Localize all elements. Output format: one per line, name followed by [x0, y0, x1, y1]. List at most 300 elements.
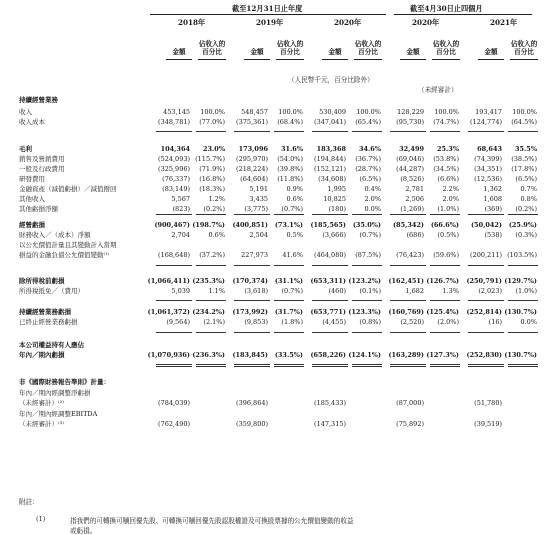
- cell-amount: (295,970): [236, 155, 268, 163]
- subtotal-rule: [430, 364, 460, 367]
- col-header-underline: [322, 59, 348, 60]
- cell-percent: 2.0%: [364, 195, 381, 203]
- cell-percent: (127.3%): [426, 351, 459, 359]
- subtotal-rule: [234, 131, 270, 132]
- col-header-amount: 金額: [328, 48, 342, 56]
- row-label: 以公允價值計量且其變動計入當期: [19, 241, 117, 249]
- subtotal-rule: [352, 214, 382, 215]
- col-header-underline: [510, 59, 538, 60]
- cell-amount: (76,337): [162, 175, 190, 183]
- cell-percent: 100.0%: [278, 108, 303, 116]
- subtotal-rule: [390, 300, 426, 301]
- subtotal-rule: [156, 265, 192, 266]
- cell-amount: (95,730): [396, 118, 424, 126]
- cell-percent: (6.5%): [359, 175, 381, 183]
- cell-amount: 2,781: [405, 185, 424, 193]
- subtotal-rule: [508, 131, 538, 132]
- cell-amount: 1,995: [327, 185, 346, 193]
- subtotal-rule: [352, 265, 382, 266]
- subtotal-rule: [390, 364, 426, 367]
- cell-percent: (33.5%): [274, 351, 303, 359]
- cell-amount: (51,780): [474, 399, 502, 407]
- cell-amount: (87,000): [396, 399, 424, 407]
- cell-percent: (1.8%): [281, 318, 303, 326]
- subtotal-rule: [234, 300, 270, 301]
- cell-amount: 10,825: [323, 195, 346, 203]
- subtotal-rule: [274, 300, 304, 301]
- col-header-amount: 金額: [406, 48, 420, 56]
- row-label: 金融資產（減值虧損）／減值撥回: [19, 185, 117, 193]
- cell-amount: 3,435: [249, 195, 268, 203]
- subtotal-rule: [430, 332, 460, 333]
- cell-amount: (252,830): [466, 351, 502, 359]
- notes-heading: 附註：: [19, 498, 39, 506]
- subtotal-rule: [312, 265, 348, 266]
- cell-amount: (538): [484, 231, 502, 239]
- subtotal-rule: [312, 131, 348, 132]
- cell-amount: (3,666): [322, 231, 346, 239]
- cell-percent: 31.6%: [280, 145, 303, 153]
- row-label: 收入: [19, 108, 32, 116]
- subtotal-rule: [468, 332, 504, 333]
- cell-amount: (823): [172, 205, 190, 213]
- cell-amount: 128,229: [397, 108, 424, 116]
- cell-percent: 100.0%: [512, 108, 537, 116]
- cell-percent: 0.7%: [520, 185, 537, 193]
- subtotal-rule: [468, 364, 504, 367]
- subtotal-rule: [430, 300, 460, 301]
- cell-percent: (0.3%): [515, 231, 537, 239]
- cell-percent: 25.3%: [436, 145, 459, 153]
- col-header-underline: [478, 59, 504, 60]
- cell-percent: (130.7%): [504, 308, 537, 316]
- cell-amount: 68,643: [477, 145, 502, 153]
- cell-amount: (218,224): [236, 165, 268, 173]
- cell-percent: (64.5%): [511, 118, 537, 126]
- cell-amount: (686): [406, 231, 424, 239]
- cell-amount: 5,039: [171, 287, 190, 295]
- cell-percent: 34.6%: [358, 145, 381, 153]
- cell-percent: 1.3%: [442, 287, 459, 295]
- cell-amount: (325,996): [158, 165, 190, 173]
- cell-amount: (252,814): [466, 308, 502, 316]
- col-header-underline: [354, 59, 382, 60]
- cell-percent: (31.7%): [274, 308, 303, 316]
- cell-percent: (0.2%): [515, 205, 537, 213]
- year-2019: 2019年: [256, 18, 284, 27]
- col-header-amount: 金額: [172, 48, 186, 56]
- cell-percent: (123.2%): [348, 277, 381, 285]
- cell-amount: (85,342): [392, 221, 424, 229]
- subtotal-rule: [196, 300, 226, 301]
- col-header-percent-of-revenue: 佔收入的 百分比: [510, 40, 538, 57]
- cell-percent: 2.2%: [442, 185, 459, 193]
- cell-percent: (236.3%): [192, 351, 225, 359]
- subtotal-rule: [312, 300, 348, 301]
- cell-percent: (59.6%): [433, 251, 459, 259]
- cell-percent: (53.8%): [433, 155, 459, 163]
- cell-percent: (2.1%): [203, 318, 225, 326]
- cell-percent: (198.7%): [192, 221, 225, 229]
- col-header-percent-of-revenue: 佔收入的 百分比: [276, 40, 304, 57]
- cell-amount: (3,775): [244, 205, 268, 213]
- row-label: 其他虧損淨額: [19, 205, 58, 213]
- note-1-number: (1): [36, 515, 46, 523]
- cell-percent: (74.7%): [433, 118, 459, 126]
- subtotal-rule: [508, 364, 538, 367]
- cell-amount: 530,409: [319, 108, 346, 116]
- col-header-percent-of-revenue: 佔收入的 百分比: [198, 40, 226, 57]
- cell-amount: (74,399): [474, 155, 502, 163]
- cell-percent: (65.4%): [355, 118, 381, 126]
- subtotal-rule: [352, 332, 382, 333]
- subtotal-rule: [312, 332, 348, 333]
- col-header-underline: [432, 59, 460, 60]
- cell-amount: 5,191: [249, 185, 268, 193]
- cell-percent: (130.7%): [504, 351, 537, 359]
- row-label: 年內／期內虧損: [19, 351, 65, 359]
- cell-amount: (9,564): [166, 318, 190, 326]
- cell-percent: (39.8%): [277, 165, 303, 173]
- subtotal-rule: [468, 265, 504, 266]
- row-label: 收入成本: [19, 118, 45, 126]
- cell-amount: (347,041): [314, 118, 346, 126]
- cell-amount: (44,287): [396, 165, 424, 173]
- header-fiscal-years-underline: [150, 14, 386, 15]
- subtotal-rule: [312, 364, 348, 367]
- cell-percent: (37.2%): [199, 251, 225, 259]
- cell-percent: (38.5%): [511, 155, 537, 163]
- col-header-underline: [198, 59, 226, 60]
- cell-amount: 183,368: [316, 145, 346, 153]
- period-2020: 2020年: [412, 18, 440, 27]
- cell-percent: (18.3%): [199, 185, 225, 193]
- header-four-months: 截至4月30日止四個月: [410, 4, 483, 13]
- subtotal-rule: [468, 214, 504, 215]
- cell-percent: 100.0%: [200, 108, 225, 116]
- cell-amount: (460): [328, 287, 346, 295]
- subtotal-rule: [468, 300, 504, 301]
- cell-amount: (369): [484, 205, 502, 213]
- cell-amount: (124,774): [470, 118, 502, 126]
- cell-percent: (6.5%): [515, 175, 537, 183]
- cell-percent: (0.7%): [359, 231, 381, 239]
- subtotal-rule: [390, 131, 426, 132]
- subtotal-rule: [508, 300, 538, 301]
- cell-amount: (75,892): [396, 420, 424, 428]
- subtotal-rule: [274, 131, 304, 132]
- subtotal-rule: [156, 364, 192, 367]
- cell-percent: (0.1%): [359, 287, 381, 295]
- cell-amount: (162,451): [388, 277, 424, 285]
- cell-percent: 100.0%: [356, 108, 381, 116]
- cell-amount: (2,023): [478, 287, 502, 295]
- col-header-underline: [244, 59, 270, 60]
- cell-amount: (50,042): [470, 221, 502, 229]
- cell-percent: (1.0%): [515, 287, 537, 295]
- cell-percent: (125.4%): [426, 308, 459, 316]
- cell-amount: (83,149): [162, 185, 190, 193]
- subtotal-rule: [508, 265, 538, 266]
- row-label: 其他收入: [19, 195, 45, 203]
- cell-percent: 0.9%: [286, 185, 303, 193]
- cell-percent: (36.7%): [355, 155, 381, 163]
- subtotal-rule: [390, 265, 426, 266]
- subtotal-rule: [196, 265, 226, 266]
- cell-percent: (115.7%): [195, 155, 225, 163]
- row-label: 持續經營業務虧損: [19, 308, 71, 316]
- cell-amount: (1,269): [400, 205, 424, 213]
- cell-percent: (77.0%): [199, 118, 225, 126]
- cell-percent: 0.0%: [520, 318, 537, 326]
- subtotal-rule: [196, 332, 226, 333]
- col-header-percent-of-revenue: 佔收入的 百分比: [432, 40, 460, 57]
- cell-amount: (653,771): [310, 308, 346, 316]
- cell-percent: (235.3%): [192, 277, 225, 285]
- cell-percent: (103.5%): [507, 251, 537, 259]
- subtotal-rule: [390, 332, 426, 333]
- subtotal-rule: [234, 265, 270, 266]
- cell-amount: (1,066,411): [147, 277, 190, 285]
- year-2020: 2020年: [334, 18, 362, 27]
- subtotal-rule: [234, 332, 270, 333]
- cell-amount: (152,121): [314, 165, 346, 173]
- cell-amount: (250,791): [466, 277, 502, 285]
- row-label: （未經審計）⁽²⁾: [19, 399, 64, 407]
- cell-percent: (234.2%): [192, 308, 225, 316]
- cell-percent: (54.0%): [277, 155, 303, 163]
- subtotal-rule: [508, 332, 538, 333]
- units-note: （人民幣千元，百分比除外）: [288, 76, 374, 84]
- cell-amount: (8,526): [400, 175, 424, 183]
- cell-amount: (69,046): [396, 155, 424, 163]
- subtotal-rule: [196, 131, 226, 132]
- cell-amount: (658,226): [310, 351, 346, 359]
- subtotal-rule: [430, 214, 460, 215]
- cell-percent: (68.4%): [277, 118, 303, 126]
- cell-percent: (11.8%): [277, 175, 303, 183]
- cell-percent: 0.5%: [286, 231, 303, 239]
- note-1-text-cont: 或虧損。: [70, 527, 97, 535]
- subtotal-rule: [274, 364, 304, 367]
- cell-amount: (375,361): [236, 118, 268, 126]
- cell-percent: (0.2%): [203, 205, 225, 213]
- subtotal-rule: [430, 131, 460, 132]
- cell-amount: 32,499: [399, 145, 424, 153]
- row-label: 年內／期內經調整EBITDA: [19, 410, 98, 418]
- cell-percent: (6.6%): [437, 175, 459, 183]
- col-header-underline: [166, 59, 192, 60]
- cell-amount: (180): [328, 205, 346, 213]
- cell-amount: (464,080): [314, 251, 346, 259]
- unaudited-note: （未經審計）: [418, 86, 458, 94]
- cell-percent: (0.7%): [281, 287, 303, 295]
- cell-amount: (12,536): [474, 175, 502, 183]
- cell-percent: 35.5%: [514, 145, 537, 153]
- row-label: 已終止經營業務虧損: [19, 318, 78, 326]
- cell-percent: (35.0%): [352, 221, 381, 229]
- header-fiscal-years: 截至12月31日止年度: [232, 4, 303, 13]
- cell-amount: (170,374): [232, 277, 268, 285]
- cell-amount: (163,289): [388, 351, 424, 359]
- cell-percent: 41.6%: [282, 251, 303, 259]
- cell-amount: 227,973: [241, 251, 268, 259]
- subtotal-rule: [156, 332, 192, 333]
- cell-percent: (0.8%): [359, 318, 381, 326]
- cell-percent: (17.8%): [511, 165, 537, 173]
- cell-amount: (194,844): [314, 155, 346, 163]
- cell-amount: 2,704: [171, 231, 190, 239]
- subtotal-rule: [352, 364, 382, 367]
- subtotal-rule: [196, 364, 226, 367]
- subtotal-rule: [468, 131, 504, 132]
- cell-amount: (653,311): [310, 277, 346, 285]
- cell-amount: 193,417: [475, 108, 502, 116]
- header-four-months-underline: [394, 14, 532, 15]
- subtotal-rule: [274, 214, 304, 215]
- row-label: （未經審計）⁽³⁾: [19, 420, 64, 428]
- cell-amount: (185,565): [310, 221, 346, 229]
- cell-amount: 548,457: [241, 108, 268, 116]
- cell-percent: (2.0%): [437, 318, 459, 326]
- cell-percent: (1.0%): [437, 205, 459, 213]
- row-label: 非《國際財務報告準則》計量：: [19, 378, 110, 386]
- cell-amount: (160,769): [388, 308, 424, 316]
- row-label: 研發費用: [19, 175, 45, 183]
- cell-percent: (71.9%): [199, 165, 225, 173]
- cell-amount: (762,490): [158, 420, 190, 428]
- row-label: 除所得稅前虧損: [19, 277, 65, 285]
- cell-percent: (124.1%): [348, 351, 381, 359]
- cell-amount: 173,096: [238, 145, 268, 153]
- subtotal-rule: [274, 265, 304, 266]
- cell-amount: (400,851): [232, 221, 268, 229]
- row-label: 經營虧損: [19, 221, 45, 229]
- cell-percent: (66.6%): [430, 221, 459, 229]
- cell-amount: 453,145: [163, 108, 190, 116]
- cell-percent: 0.6%: [286, 195, 303, 203]
- cell-amount: 1,682: [405, 287, 424, 295]
- cell-amount: (396,864): [236, 399, 268, 407]
- cell-percent: (0.5%): [437, 231, 459, 239]
- col-header-percent-of-revenue: 佔收入的 百分比: [354, 40, 382, 57]
- row-label: 持續經營業務: [19, 96, 58, 104]
- subtotal-rule: [390, 214, 426, 215]
- row-label: 年內／期內經調整淨虧損: [19, 389, 91, 397]
- cell-percent: (28.7%): [355, 165, 381, 173]
- cell-amount: (348,781): [158, 118, 190, 126]
- subtotal-rule: [352, 300, 382, 301]
- cell-amount: (3,618): [244, 287, 268, 295]
- year-2018: 2018年: [178, 18, 206, 27]
- cell-percent: (0.7%): [281, 205, 303, 213]
- cell-amount: (168,648): [158, 251, 190, 259]
- cell-amount: (173,992): [232, 308, 268, 316]
- cell-percent: 1.2%: [208, 195, 225, 203]
- cell-amount: (900,467): [154, 221, 190, 229]
- cell-percent: (129.7%): [504, 277, 537, 285]
- subtotal-rule: [156, 214, 192, 215]
- cell-amount: 104,364: [160, 145, 190, 153]
- cell-amount: (1,070,936): [147, 351, 190, 359]
- cell-percent: (31.1%): [274, 277, 303, 285]
- cell-percent: 0.4%: [364, 185, 381, 193]
- cell-amount: (185,433): [314, 399, 346, 407]
- cell-percent: (126.7%): [426, 277, 459, 285]
- cell-amount: (64,604): [240, 175, 268, 183]
- cell-amount: (147,315): [314, 420, 346, 428]
- cell-percent: 0.8%: [520, 195, 537, 203]
- subtotal-rule: [156, 300, 192, 301]
- cell-percent: 0.0%: [364, 205, 381, 213]
- row-label: 毛利: [19, 145, 32, 153]
- col-header-underline: [276, 59, 304, 60]
- cell-amount: (4,455): [322, 318, 346, 326]
- row-label: 所得稅抵免／（費用）: [19, 287, 84, 295]
- row-label: 本公司權益持有人應佔: [19, 341, 84, 349]
- cell-amount: 1,362: [483, 185, 502, 193]
- cell-amount: (34,608): [318, 175, 346, 183]
- col-header-amount: 金額: [250, 48, 264, 56]
- subtotal-rule: [274, 332, 304, 333]
- cell-amount: (76,423): [396, 251, 424, 259]
- row-label: 損益的金融負債公允價值變動⁽¹⁾: [19, 251, 110, 259]
- cell-amount: (16): [488, 318, 502, 326]
- cell-amount: 2,504: [249, 231, 268, 239]
- cell-amount: 5,567: [171, 195, 190, 203]
- cell-percent: (16.8%): [199, 175, 225, 183]
- cell-percent: (25.9%): [508, 221, 537, 229]
- subtotal-rule: [508, 214, 538, 215]
- row-label: 一般及行政費用: [19, 165, 65, 173]
- cell-percent: 23.0%: [202, 145, 225, 153]
- subtotal-rule: [352, 131, 382, 132]
- cell-amount: (2,520): [400, 318, 424, 326]
- cell-percent: (73.1%): [274, 221, 303, 229]
- cell-percent: (123.3%): [348, 308, 381, 316]
- cell-percent: 0.6%: [208, 231, 225, 239]
- cell-amount: (34,351): [474, 165, 502, 173]
- cell-amount: (524,093): [158, 155, 190, 163]
- cell-amount: (183,845): [232, 351, 268, 359]
- cell-percent: 1.1%: [208, 287, 225, 295]
- cell-percent: 2.0%: [442, 195, 459, 203]
- cell-amount: (9,853): [244, 318, 268, 326]
- cell-amount: (784,039): [158, 399, 190, 407]
- subtotal-rule: [312, 214, 348, 215]
- col-header-amount: 金額: [484, 48, 498, 56]
- cell-amount: 1,608: [483, 195, 502, 203]
- cell-amount: 2,506: [405, 195, 424, 203]
- note-1-text: 指我們的可轉換可贖回優先股、可轉換可贖回優先股認股權證及可換股票據的公允價值變動的收益: [70, 517, 354, 525]
- subtotal-rule: [234, 214, 270, 215]
- cell-percent: (34.5%): [433, 165, 459, 173]
- period-2021: 2021年: [490, 18, 518, 27]
- subtotal-rule: [156, 131, 192, 132]
- cell-amount: (359,800): [236, 420, 268, 428]
- subtotal-rule: [234, 364, 270, 367]
- cell-percent: (87.5%): [355, 251, 381, 259]
- subtotal-rule: [430, 265, 460, 266]
- subtotal-rule: [196, 214, 226, 215]
- cell-percent: 100.0%: [434, 108, 459, 116]
- row-label: 財務收入／（成本）淨額: [19, 231, 91, 239]
- col-header-underline: [400, 59, 426, 60]
- cell-amount: (39,519): [474, 420, 502, 428]
- cell-amount: (1,061,372): [147, 308, 190, 316]
- row-label: 銷售及營銷費用: [19, 155, 65, 163]
- cell-amount: (200,211): [470, 251, 502, 259]
